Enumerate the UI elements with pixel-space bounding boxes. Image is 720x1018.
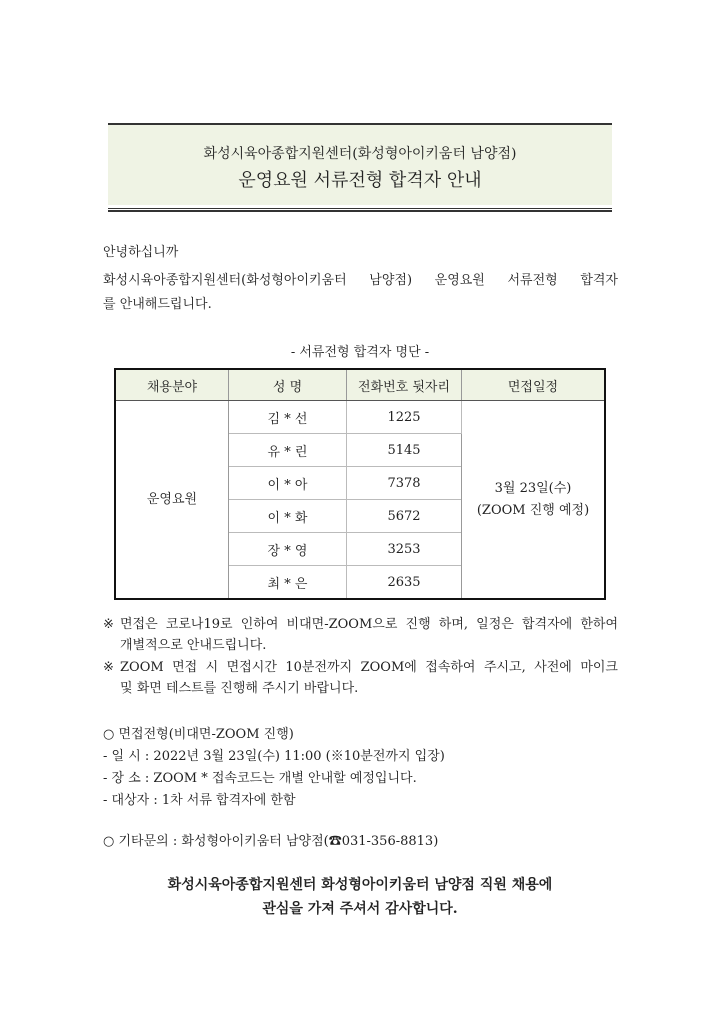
schedule-date: 3월 23일(수): [494, 480, 572, 496]
name-cell: 이 * 아: [229, 467, 347, 500]
header-field: 채용분야: [115, 369, 229, 401]
contact-info: ○ 기타문의 : 화성형아이키움터 남양점(☎031-356-8813): [103, 834, 439, 849]
header-name: 성 명: [229, 369, 347, 401]
header-phone: 전화번호 뒷자리: [347, 369, 462, 401]
title-rule-thick: [108, 210, 612, 212]
field-cell: 운영요원: [115, 401, 229, 600]
intro-line-end: 를 안내해드립니다.: [103, 297, 212, 312]
title-box: [108, 123, 612, 205]
table-row: [115, 401, 605, 434]
list-heading: - 서류전형 합격자 명단 -: [290, 345, 430, 360]
phone-cell: 3253: [347, 533, 462, 566]
name-cell: 이 * 화: [229, 500, 347, 533]
phone-cell: 5145: [347, 434, 462, 467]
schedule-cell: [462, 401, 606, 600]
note-mark: ※: [103, 660, 114, 675]
title-rule: [108, 208, 612, 209]
applicant-table: [114, 368, 606, 600]
note-line-cont: 및 화면 테스트를 진행해 주시기 바랍니다.: [120, 681, 359, 696]
intro-greeting: 안녕하십니까: [103, 245, 179, 260]
note-line: ZOOM 면접 시 면접시간 10분전까지 ZOOM에 접속하여 주시고, 사전에 마이크: [120, 660, 618, 675]
title-organization: 화성시육아종합지원센터(화성형아이키움터 남양점): [203, 146, 517, 162]
closing-thanks: 관심을 가져 주셔서 감사합니다.: [262, 901, 458, 917]
note-mark: ※: [103, 617, 114, 632]
interview-target: - 대상자 : 1차 서류 합격자에 한함: [103, 793, 296, 808]
note-zoom-test: [103, 657, 618, 699]
intro-text: [103, 271, 618, 291]
intro-line: 화성시육아종합지원센터(화성형아이키움터 남양점) 운영요원 서류전형 합격자: [103, 273, 618, 288]
header-schedule: 면접일정: [462, 369, 606, 401]
name-cell: 최 * 은: [229, 566, 347, 600]
interview-datetime: - 일 시 : 2022년 3월 23일(수) 11:00 (※10분전까지 입장): [103, 749, 445, 764]
note-zoom-interview: [103, 614, 618, 656]
table-header-row: [115, 369, 605, 401]
note-line-cont: 개별적으로 안내드립니다.: [120, 638, 267, 653]
page-title: 운영요원 서류전형 합격자 안내: [238, 170, 482, 191]
name-cell: 장 * 영: [229, 533, 347, 566]
note-line: 면접은 코로나19로 인하여 비대면-ZOOM으로 진행 하며, 일정은 합격자에 한하여: [120, 617, 618, 632]
phone-cell: 2635: [347, 566, 462, 600]
closing-line: 화성시육아종합지원센터 화성형아이키움터 남양점 직원 채용에: [167, 877, 553, 893]
name-cell: 김 * 선: [229, 401, 347, 434]
interview-place: - 장 소 : ZOOM * 접속코드는 개별 안내할 예정입니다.: [103, 771, 417, 786]
interview-heading: ○ 면접전형(비대면-ZOOM 진행): [103, 727, 294, 742]
name-cell: 유 * 린: [229, 434, 347, 467]
phone-cell: 7378: [347, 467, 462, 500]
schedule-note: (ZOOM 진행 예정): [476, 502, 590, 518]
phone-cell: 1225: [347, 401, 462, 434]
phone-cell: 5672: [347, 500, 462, 533]
